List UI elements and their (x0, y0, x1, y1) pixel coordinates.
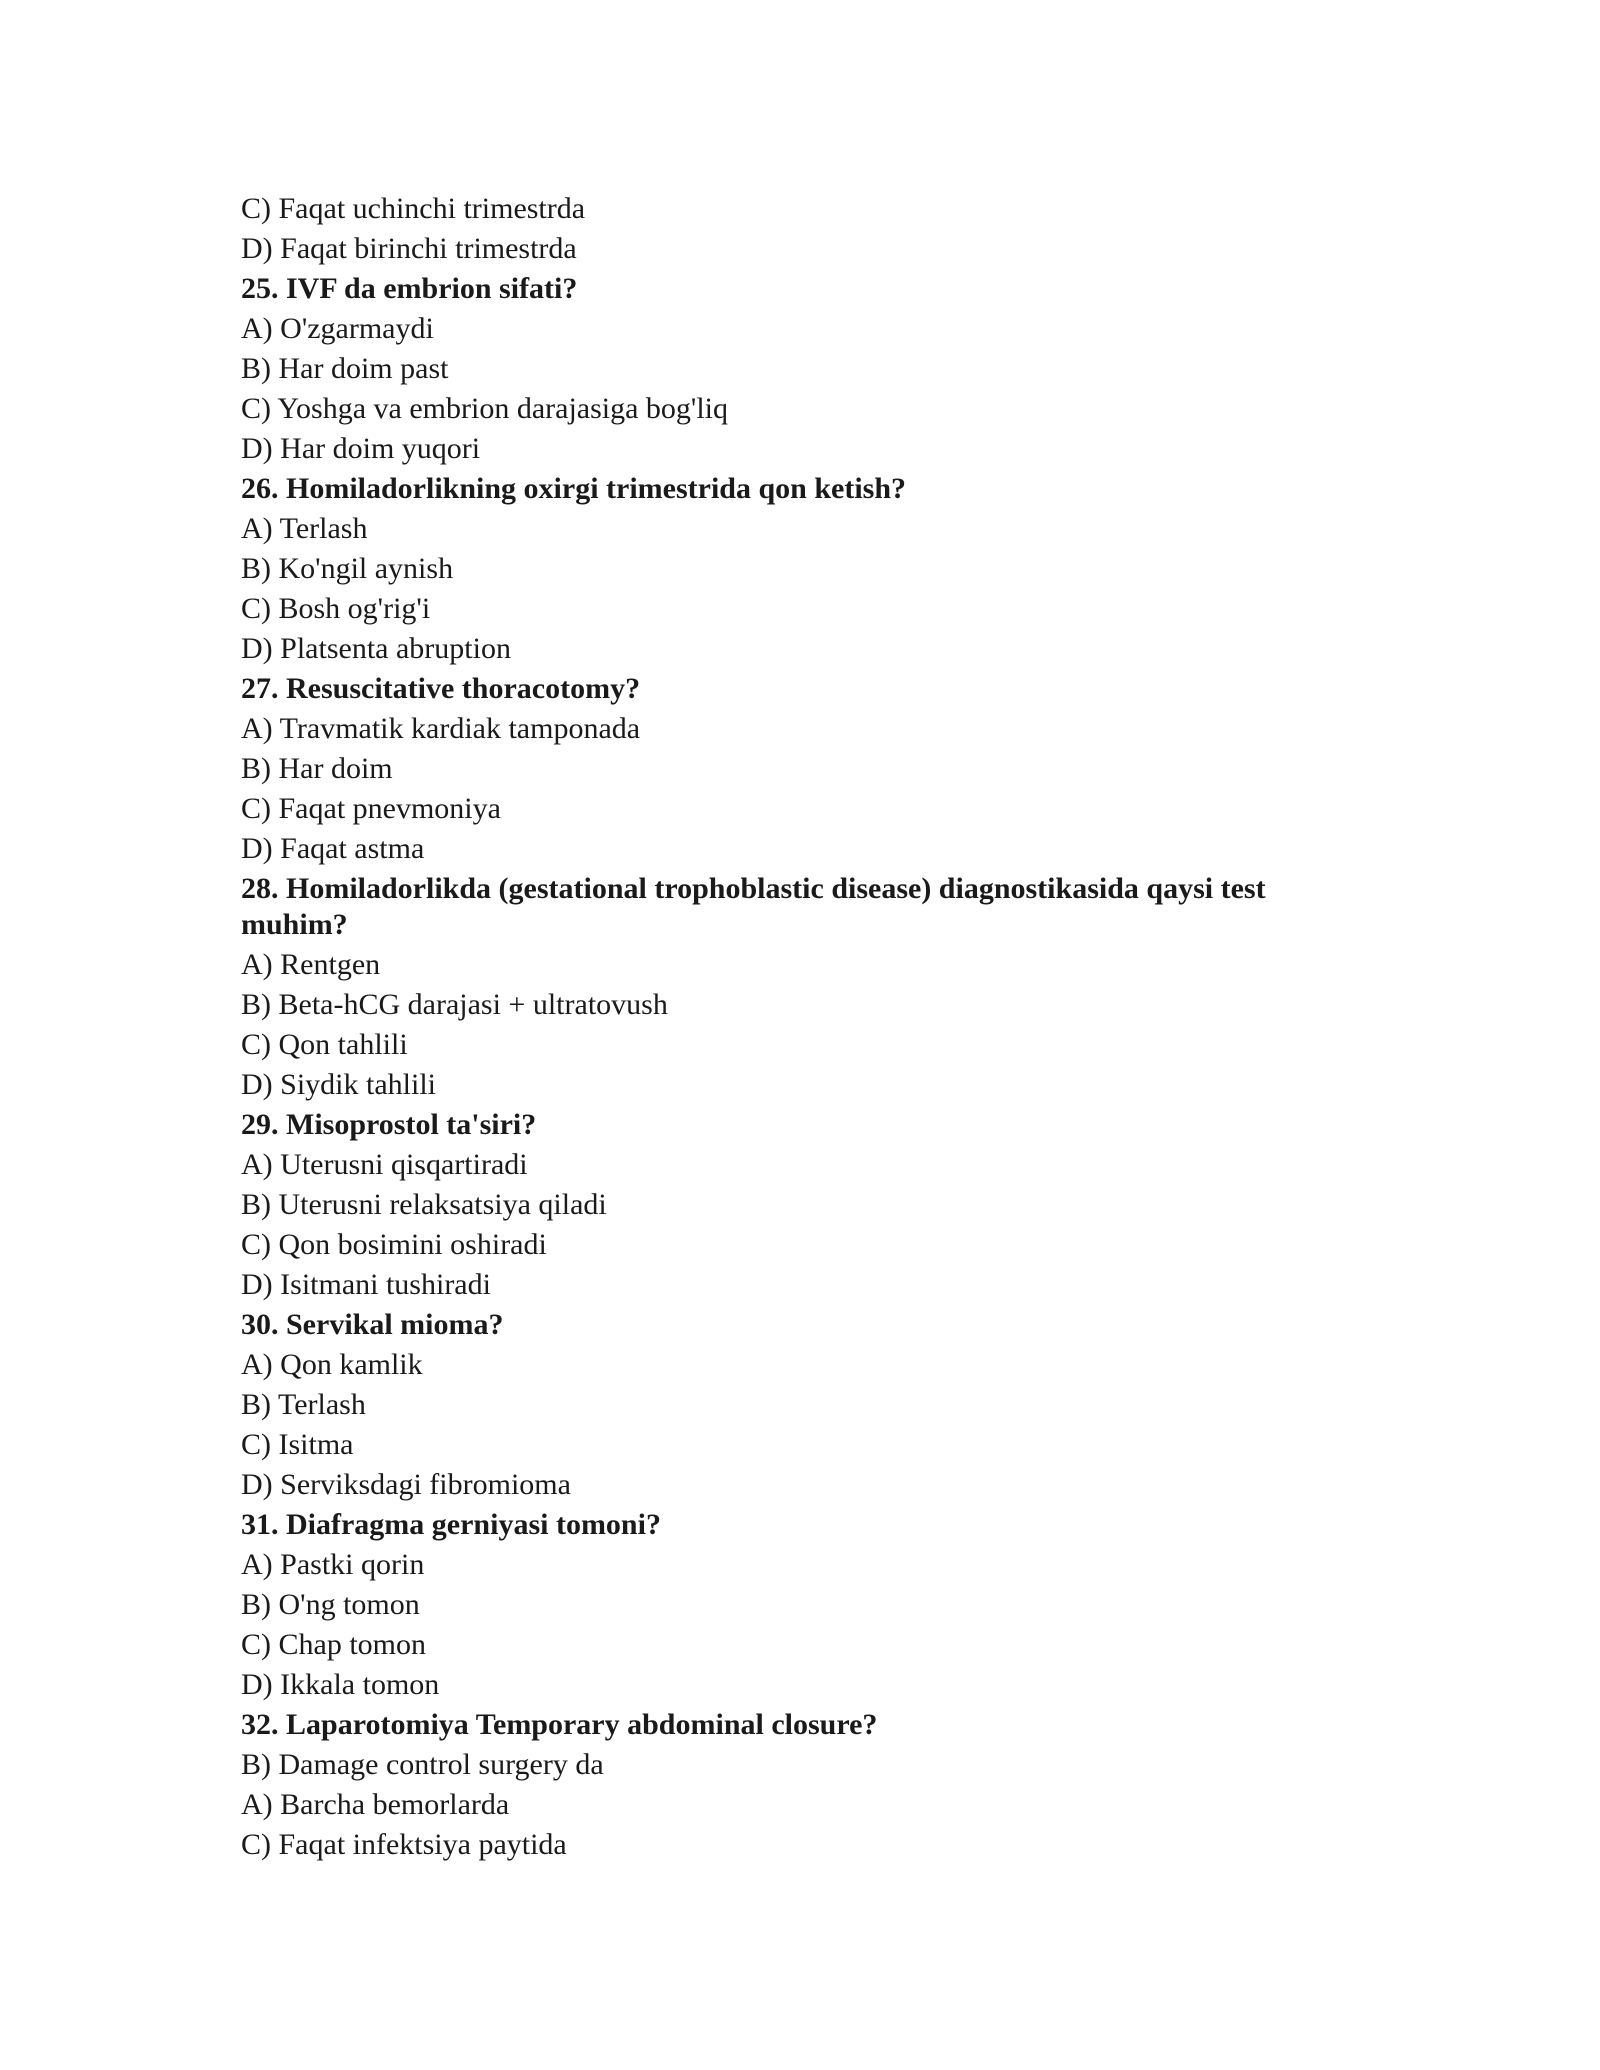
question-block-30 (241, 1305, 1361, 1505)
answer-option: C) Faqat pnevmoniya (241, 792, 501, 825)
answer-option: D) Serviksdagi fibromioma (241, 1468, 571, 1501)
continued-option: C) Faqat uchinchi trimestrda (241, 192, 586, 225)
answer-option: A) Pastki qorin (241, 1548, 425, 1581)
answer-option: C) Qon tahlili (241, 1028, 408, 1061)
answer-option: D) Ikkala tomon (241, 1668, 440, 1701)
question-block-26 (241, 469, 1361, 669)
question-title: 32. Laparotomiya Temporary abdominal closure? (241, 1708, 878, 1741)
continued-option: D) Faqat birinchi trimestrda (241, 232, 577, 265)
answer-option: A) O'zgarmaydi (241, 312, 434, 345)
answer-option: B) Ko'ngil aynish (241, 552, 454, 585)
question-block-31 (241, 1505, 1361, 1705)
question-block-28 (241, 871, 1361, 1105)
answer-option: D) Siydik tahlili (241, 1068, 436, 1101)
answer-option: C) Chap tomon (241, 1628, 426, 1661)
answer-option: C) Isitma (241, 1428, 354, 1461)
answer-option: A) Travmatik kardiak tamponada (241, 712, 641, 745)
answer-option: A) Qon kamlik (241, 1348, 423, 1381)
question-title-line: 28. Homiladorlikda (gestational trophoblastic disease) diagnostikasida qaysi test (241, 872, 1266, 905)
question-block-27 (241, 669, 1361, 869)
answer-option: D) Faqat astma (241, 832, 425, 865)
answer-option: B) Damage control surgery da (241, 1748, 604, 1781)
question-block-25 (241, 269, 1361, 469)
answer-option: C) Yoshga va embrion darajasiga bog'liq (241, 392, 729, 425)
answer-option: A) Terlash (241, 512, 368, 545)
answer-option: C) Qon bosimini oshiradi (241, 1228, 547, 1261)
answer-option: A) Rentgen (241, 948, 381, 981)
question-title: 27. Resuscitative thoracotomy? (241, 672, 641, 705)
question-title: 25. IVF da embrion sifati? (241, 272, 578, 305)
answer-option: B) Har doim (241, 752, 393, 785)
question-title: 29. Misoprostol ta'siri? (241, 1108, 537, 1141)
question-title: 31. Diafragma gerniyasi tomoni? (241, 1508, 661, 1541)
answer-option: C) Bosh og'rig'i (241, 592, 431, 625)
question-title: 26. Homiladorlikning oxirgi trimestrida qon ketish? (241, 472, 907, 505)
answer-option: B) Har doim past (241, 352, 449, 385)
answer-option: B) Terlash (241, 1388, 366, 1421)
answer-option: C) Faqat infektsiya paytida (241, 1828, 567, 1861)
answer-option: B) O'ng tomon (241, 1588, 420, 1621)
question-block-32 (241, 1705, 1361, 1865)
answer-option: D) Platsenta abruption (241, 632, 511, 665)
question-block-29 (241, 1105, 1361, 1305)
answer-option: B) Beta-hCG darajasi + ultratovush (241, 988, 668, 1021)
answer-option: D) Isitmani tushiradi (241, 1268, 491, 1301)
answer-option: A) Barcha bemorlarda (241, 1788, 510, 1821)
question-title: 30. Servikal mioma? (241, 1308, 504, 1341)
question-title-line: muhim? (241, 908, 348, 941)
answer-option: B) Uterusni relaksatsiya qiladi (241, 1188, 607, 1221)
quiz-content (241, 189, 1361, 1865)
answer-option: D) Har doim yuqori (241, 432, 481, 465)
question-title (241, 871, 1361, 943)
answer-option: A) Uterusni qisqartiradi (241, 1148, 528, 1181)
